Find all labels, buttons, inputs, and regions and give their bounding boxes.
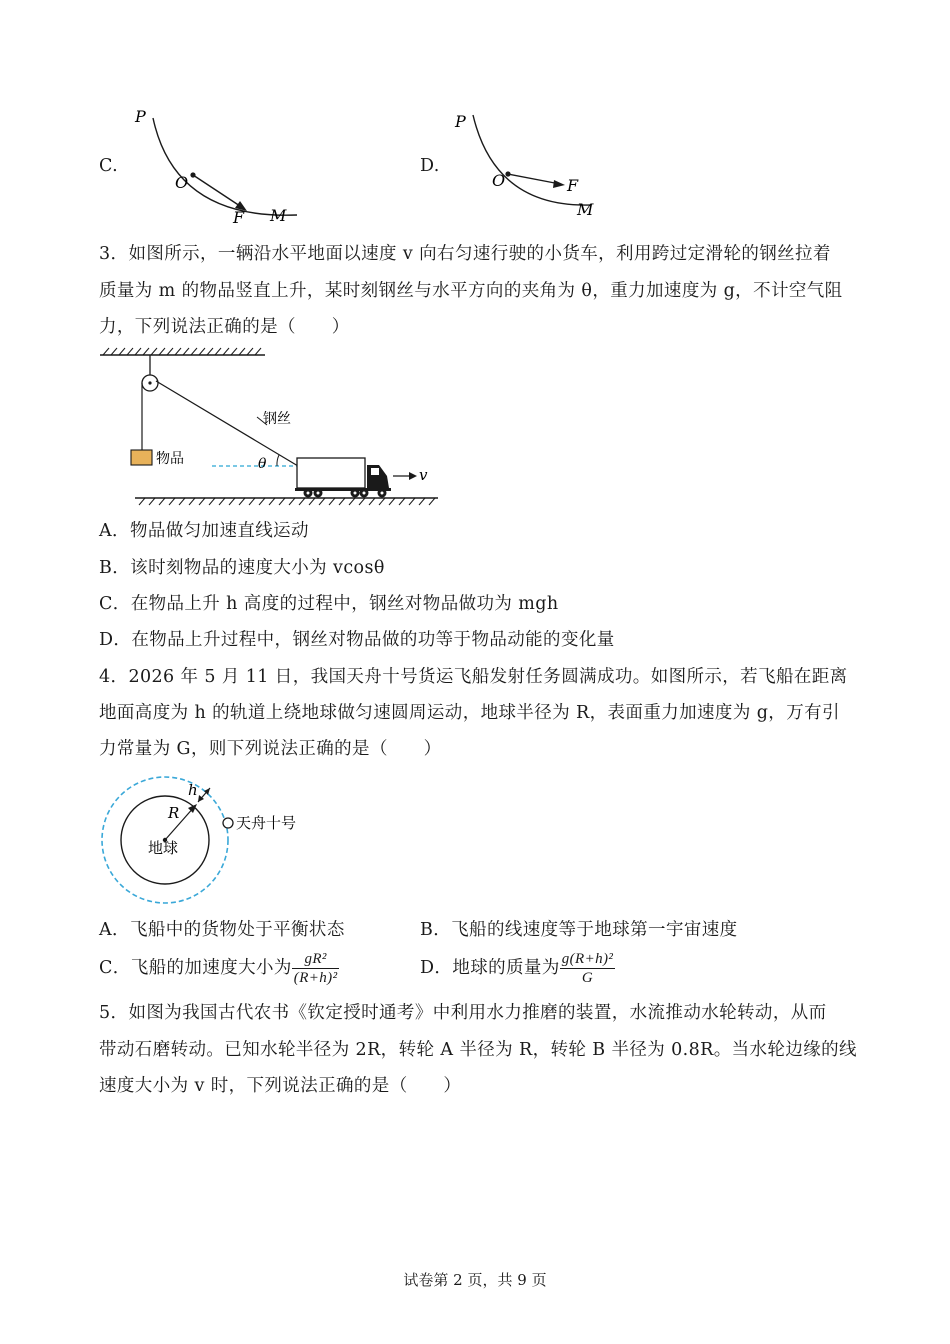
curve-path bbox=[153, 118, 297, 215]
angle-label: θ bbox=[258, 456, 267, 472]
option-letter: A． bbox=[99, 521, 130, 541]
q5-text-1: 如图为我国古代农书《钦定授时通考》中利用水力推磨的装置，水流推动水轮转动，从而 bbox=[128, 1003, 827, 1023]
angle-arc bbox=[277, 455, 279, 466]
q3-stem-line-2: 质量为 m 的物品竖直上升，某时刻钢丝与水平方向的夹角为 θ，重力加速度为 g，不计空气阻 bbox=[99, 281, 843, 301]
q4-stem-line-2: 地面高度为 h 的轨道上绕地球做匀速圆周运动，地球半径为 R，表面重力加速度为 g，万有引 bbox=[99, 703, 840, 723]
q4-stem-line-3: 力常量为 G，则下列说法正确的是（ ） bbox=[99, 739, 442, 759]
fraction-denominator: G bbox=[581, 970, 594, 986]
q5-stem-line-3: 速度大小为 v 时，下列说法正确的是（ ） bbox=[99, 1076, 462, 1096]
option-letter: C． bbox=[99, 594, 131, 614]
object-label: 物品 bbox=[156, 451, 184, 467]
label-f: F bbox=[567, 176, 579, 195]
wire-label: 钢丝 bbox=[263, 411, 291, 427]
q4-option-c bbox=[99, 951, 339, 986]
spacecraft-label: 天舟十号 bbox=[236, 814, 297, 832]
q3-text-1: 如图所示，一辆沿水平地面以速度 v 向右匀速行驶的小货车，利用跨过定滑轮的钢丝拉着 bbox=[128, 244, 831, 264]
truck bbox=[295, 458, 391, 498]
spacecraft bbox=[223, 818, 233, 828]
q3-stem-line-3: 力，下列说法正确的是（ ） bbox=[99, 317, 350, 337]
q3-figure-truck-pulley bbox=[95, 345, 455, 510]
label-p: P bbox=[455, 112, 466, 131]
option-text: 在物品上升 h 高度的过程中，钢丝对物品做功为 mgh bbox=[130, 594, 559, 614]
q2-option-d-label: D. bbox=[420, 156, 440, 176]
option-text: 该时刻物品的速度大小为 vcosθ bbox=[130, 558, 385, 578]
q3-option-a bbox=[99, 520, 309, 542]
q4-figure-orbit bbox=[95, 770, 325, 910]
earth-label: 地球 bbox=[148, 839, 179, 857]
option-text: 物品做匀加速直线运动 bbox=[129, 521, 309, 541]
label-o: O bbox=[175, 173, 189, 192]
q3-option-b bbox=[99, 557, 385, 579]
label-f: F bbox=[233, 208, 245, 227]
fraction-denominator: (R+h)² bbox=[293, 970, 338, 986]
q4-text-1: 2026 年 5 月 11 日，我国天舟十号货运飞船发射任务圆满成功。如图所示，若飞船在距离 bbox=[128, 667, 848, 687]
q4-option-d bbox=[420, 951, 615, 986]
q2-option-c-label: C. bbox=[99, 156, 119, 176]
fraction-numerator: gR² bbox=[292, 951, 340, 969]
height-label: h bbox=[188, 781, 198, 799]
fraction-numerator: g(R+h)² bbox=[561, 951, 614, 967]
fraction bbox=[560, 951, 616, 986]
ground-hatch bbox=[139, 498, 435, 505]
q4-option-a: A．飞船中的货物处于平衡状态 bbox=[99, 920, 345, 940]
q5-stem-line-2: 带动石磨转动。已知水轮半径为 2R，转轮 A 半径为 R，转轮 B 半径为 0.8R。当水轮边缘的线 bbox=[99, 1040, 857, 1060]
velocity-label: v bbox=[419, 466, 428, 484]
q3-stem-line-1 bbox=[99, 243, 831, 265]
q5-number: 5． bbox=[99, 1003, 129, 1023]
label-o: O bbox=[492, 171, 506, 190]
option-letter: B． bbox=[99, 558, 131, 578]
radius-label: R bbox=[168, 804, 180, 822]
pulley-axle bbox=[148, 381, 151, 384]
q2-option-d-figure bbox=[445, 100, 625, 225]
label-p: P bbox=[135, 107, 146, 126]
ceiling-hatch bbox=[103, 348, 261, 355]
force-arrowhead bbox=[553, 180, 565, 188]
q3-number: 3． bbox=[99, 244, 129, 264]
page-footer: 试卷第 2 页，共 9 页 bbox=[403, 1271, 547, 1289]
label-m: M bbox=[270, 206, 287, 225]
q3-option-d bbox=[99, 629, 615, 651]
option-text: D．地球的质量为 bbox=[420, 958, 560, 978]
option-text: 在物品上升过程中，钢丝对物品做的功等于物品动能的变化量 bbox=[131, 630, 615, 650]
q4-number: 4． bbox=[99, 667, 129, 687]
option-text: C．飞船的加速度大小为 bbox=[99, 958, 292, 978]
q3-option-c bbox=[99, 593, 559, 615]
fraction bbox=[292, 951, 340, 986]
label-m: M bbox=[577, 200, 594, 219]
q2-option-c-figure bbox=[125, 100, 325, 230]
force-arrow-line bbox=[508, 174, 560, 184]
velocity-arrowhead bbox=[409, 472, 417, 480]
option-letter: D． bbox=[99, 630, 132, 650]
q5-stem-line-1 bbox=[99, 1002, 827, 1024]
q4-stem-line-1 bbox=[99, 666, 848, 688]
q4-option-b: B．飞船的线速度等于地球第一宇宙速度 bbox=[420, 920, 738, 940]
object-box bbox=[131, 450, 152, 465]
